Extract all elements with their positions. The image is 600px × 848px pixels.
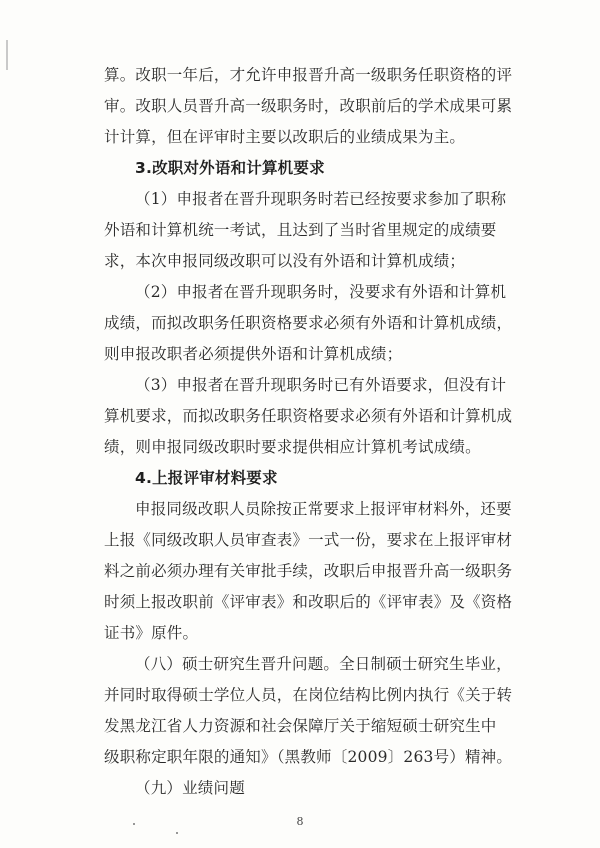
- body-line-17: 料之前必须办理有关审批手续，改职后申报晋升高一级职务: [104, 562, 513, 580]
- body-line-3: 计计算，但在评审时主要以改职后的业绩成果为主。: [104, 128, 466, 146]
- body-line-10: 则申报改职者必须提供外语和计算机成绩；: [104, 345, 403, 363]
- body-line-12: 算机要求，而拟改职务任职资格要求必须有外语和计算机成: [104, 407, 513, 425]
- scan-edge-mark: [6, 40, 8, 70]
- body-line-20: （八）硕士研究生晋升问题。全日制硕士研究生毕业，: [135, 655, 512, 673]
- body-line-11: （3）申报者在晋升现职务时已有外语要求，但没有计: [135, 376, 507, 394]
- body-line-13: 绩，则申报同级改职时要求提供相应计算机考试成绩。: [104, 438, 481, 456]
- section-heading-4: 4.上报评审材料要求: [135, 469, 278, 487]
- body-line-1: 算。改职一年后，才允许申报晋升高一级职务任职资格的评: [104, 66, 513, 84]
- body-line-19: 证书》原件。: [104, 624, 199, 642]
- section-heading-3: 3.改职对外语和计算机要求: [135, 159, 325, 177]
- body-line-8: （2）申报者在晋升现职务时，没要求有外语和计算机: [135, 283, 507, 301]
- body-line-7: 求，本次申报同级改职可以没有外语和计算机成绩；: [104, 252, 466, 270]
- body-line-9: 成绩，而拟改职务任职资格要求必须有外语和计算机成绩，: [104, 314, 513, 332]
- body-line-18: 时须上报改职前《评审表》和改职后的《评审表》及《资格: [104, 593, 513, 611]
- body-line-15: 申报同级改职人员除按正常要求上报评审材料外，还要: [135, 500, 512, 518]
- subsection-heading-9: （九）业绩问题: [135, 779, 245, 797]
- page-number: 8: [296, 815, 304, 828]
- body-line-2: 审。改职人员晋升高一级职务时，改职前后的学术成果可累: [104, 97, 513, 115]
- body-line-5: （1）申报者在晋升现职务时若已经按要求参加了职称: [135, 190, 507, 208]
- body-line-22: 发黑龙江省人力资源和社会保障厅关于缩短硕士研究生中: [104, 717, 497, 735]
- body-line-23: 级职称定职年限的通知》（黑教师〔2009〕263号）精神。: [104, 748, 513, 766]
- body-line-21: 并同时取得硕士学位人员，在岗位结构比例内执行《关于转: [104, 686, 513, 704]
- body-line-6: 外语和计算机统一考试，且达到了当时省里规定的成绩要: [104, 221, 497, 239]
- body-line-16: 上报《同级改职人员审查表》一式一份，要求在上报评审材: [104, 531, 513, 549]
